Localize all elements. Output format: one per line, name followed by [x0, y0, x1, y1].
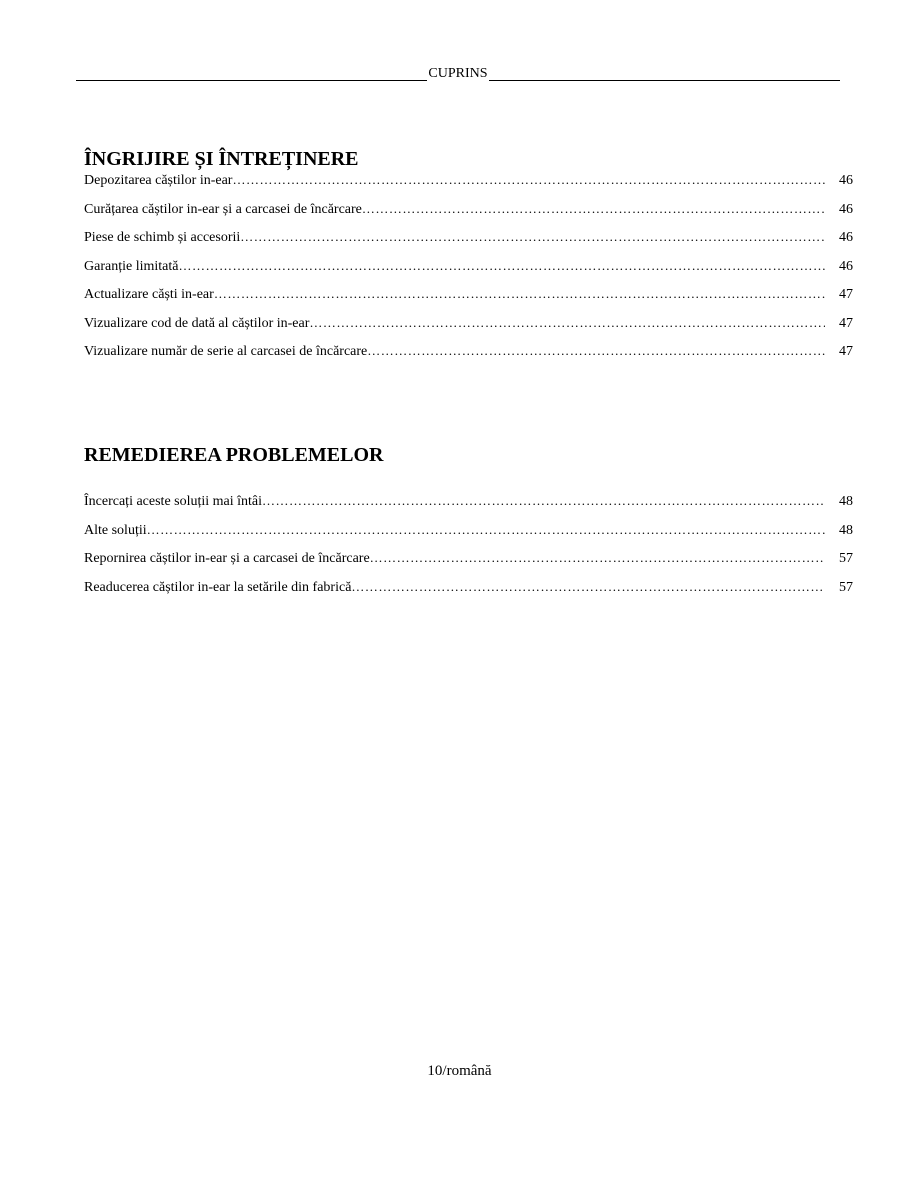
page-footer — [0, 1062, 919, 1080]
dot-leader — [362, 200, 825, 217]
toc-entry-page: 57 — [839, 579, 853, 595]
toc-entry[interactable] — [84, 342, 853, 371]
toc-entry-label: Garanție limitată — [84, 258, 179, 274]
toc-entry-page: 46 — [839, 201, 853, 217]
toc-entry-page: 47 — [839, 344, 853, 359]
page-number: 10/română — [427, 1063, 492, 1079]
toc-entry[interactable] — [84, 521, 853, 550]
dot-leader — [232, 171, 825, 188]
toc-list-troubleshooting — [84, 492, 853, 606]
section-heading-troubleshooting: REMEDIEREA PROBLEMELOR — [84, 444, 384, 466]
toc-entry[interactable] — [84, 492, 853, 521]
toc-entry-page: 46 — [839, 230, 853, 245]
toc-entry[interactable] — [84, 200, 853, 229]
dot-leader — [370, 549, 825, 566]
toc-entry-page: 57 — [839, 551, 853, 566]
toc-list-care — [84, 171, 853, 371]
dot-leader — [351, 578, 825, 595]
header-title-text: CUPRINS — [428, 66, 488, 81]
dot-leader — [367, 342, 825, 359]
toc-entry-page: 48 — [839, 522, 853, 538]
dot-leader — [240, 228, 825, 245]
dot-leader — [262, 492, 825, 509]
dot-leader — [178, 257, 825, 274]
toc-entry[interactable] — [84, 314, 853, 343]
toc-entry-label: Curățarea căștilor in-ear și a carcasei de încărcare — [84, 201, 362, 217]
toc-entry[interactable] — [84, 257, 853, 286]
toc-entry[interactable] — [84, 578, 853, 607]
toc-entry-page: 48 — [839, 494, 853, 509]
header-title — [76, 66, 840, 82]
toc-entry[interactable] — [84, 228, 853, 257]
toc-entry-label: Alte soluții — [84, 522, 147, 538]
toc-entry[interactable] — [84, 171, 853, 200]
page-header — [76, 66, 840, 82]
toc-entry-label: Piese de schimb și accesorii — [84, 230, 241, 245]
toc-entry[interactable] — [84, 549, 853, 578]
toc-entry-label: Depozitarea căștilor in-ear — [84, 173, 233, 188]
toc-entry-label: Actualizare căști in-ear — [84, 287, 214, 302]
toc-entry-page: 46 — [839, 258, 853, 274]
toc-entry-label: Vizualizare număr de serie al carcasei de încărcare — [84, 344, 368, 359]
section-heading-care: ÎNGRIJIRE ȘI ÎNTREȚINERE — [84, 148, 359, 170]
toc-entry-label: Încercați aceste soluții mai întâi — [84, 494, 263, 509]
toc-entry-label: Repornirea căștilor in-ear și a carcasei de încărcare — [84, 551, 370, 566]
toc-entry-page: 47 — [839, 315, 853, 331]
dot-leader — [214, 285, 825, 302]
toc-entry-page: 46 — [839, 173, 853, 188]
dot-leader — [147, 521, 825, 538]
toc-entry-page: 47 — [839, 287, 853, 302]
toc-entry-label: Readucerea căștilor in-ear la setările din fabrică — [84, 579, 352, 595]
dot-leader — [309, 314, 825, 331]
toc-entry[interactable] — [84, 285, 853, 314]
toc-entry-label: Vizualizare cod de dată al căștilor in-ear — [84, 315, 310, 331]
